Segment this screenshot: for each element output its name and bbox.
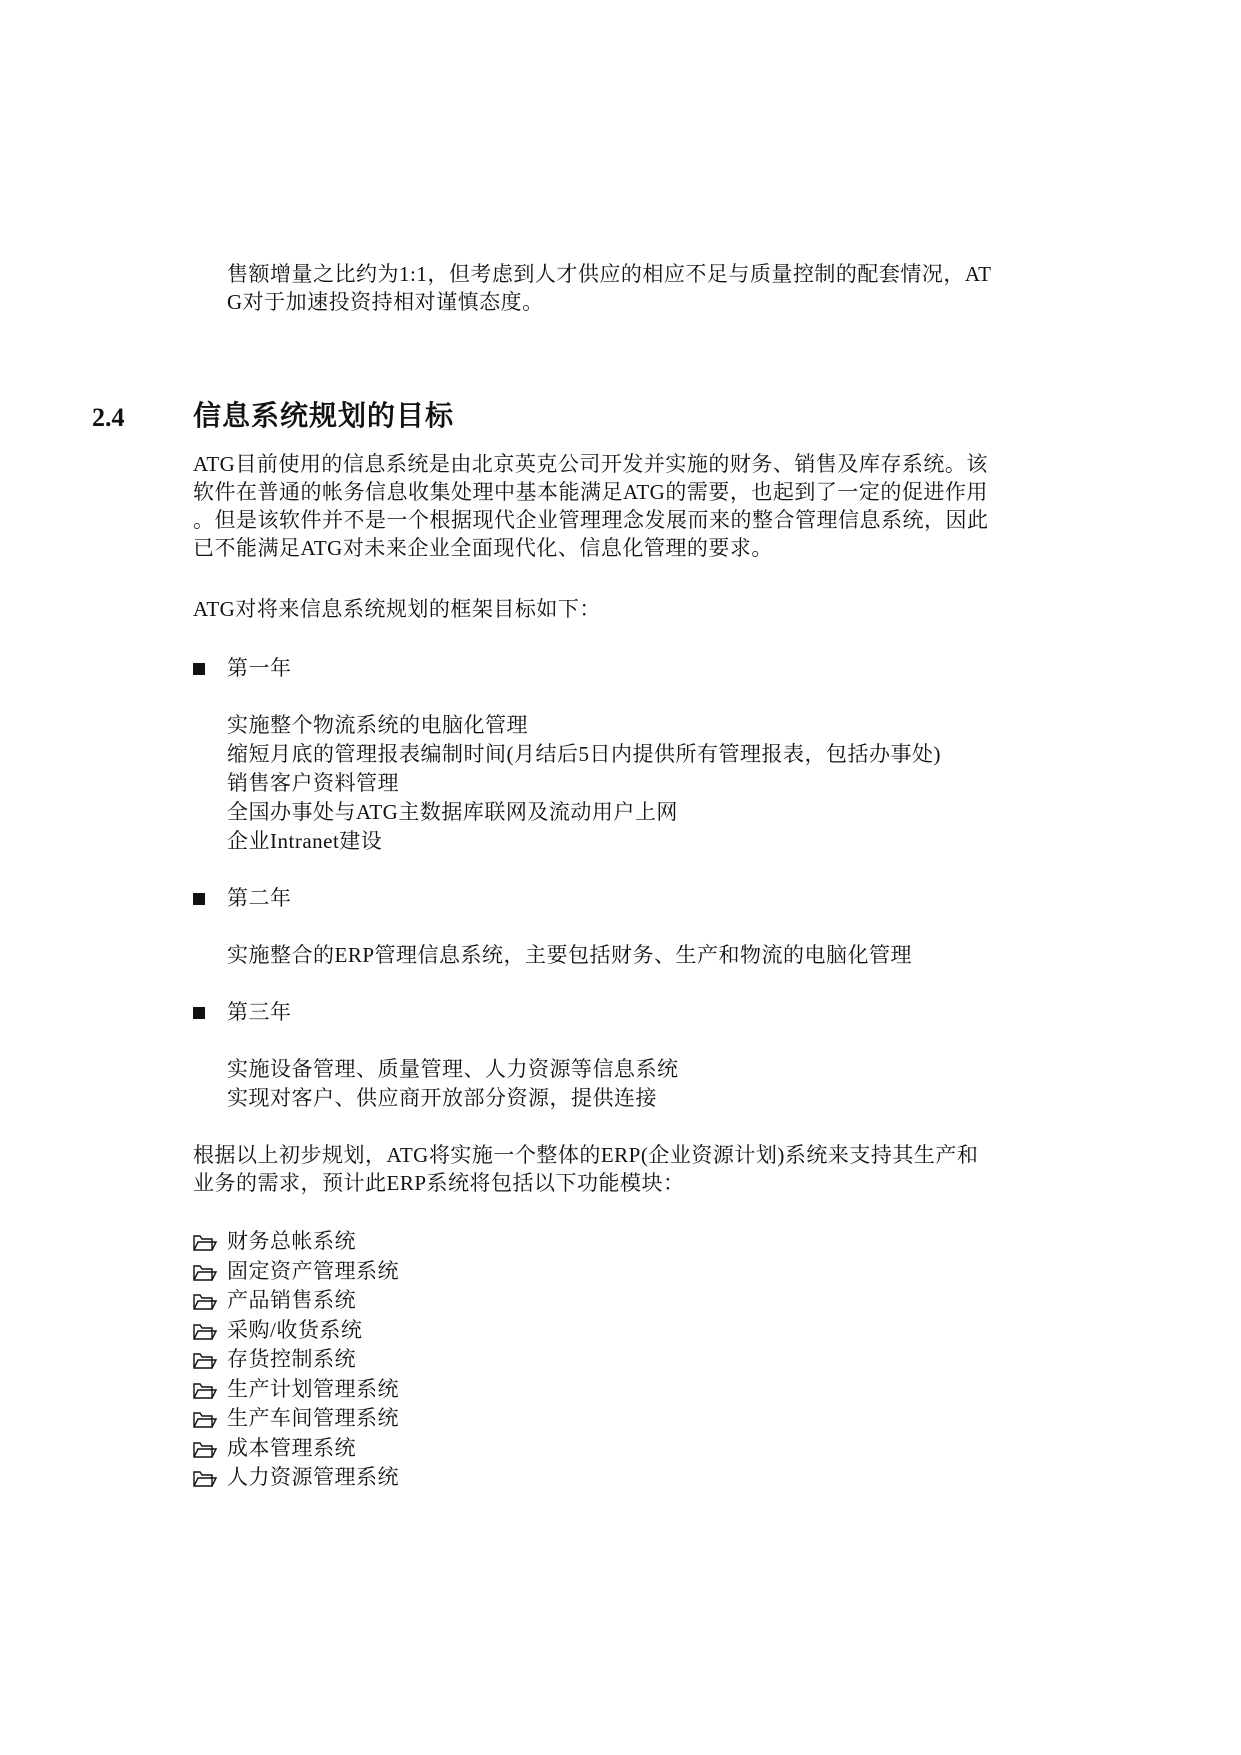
module-item: 采购/收货系统 bbox=[227, 1317, 363, 1342]
section-title: 信息系统规划的目标 bbox=[193, 401, 455, 432]
goal-item: 全国办事处与ATG主数据库联网及流动用户上网 bbox=[227, 800, 678, 824]
module-item: 生产车间管理系统 bbox=[227, 1406, 399, 1430]
goal-item: 销售客户资料管理 bbox=[227, 771, 399, 795]
module-item: 存货控制系统 bbox=[227, 1347, 356, 1371]
year-label: 第二年 bbox=[227, 886, 292, 910]
paragraph-line: 已不能满足ATG对未来企业全面现代化、信息化管理的要求。 bbox=[193, 536, 773, 560]
intro-line: 售额增量之比约为1:1，但考虑到人才供应的相应不足与质量控制的配套情况，AT bbox=[227, 262, 992, 286]
open-folder-icon bbox=[193, 1381, 217, 1399]
square-bullet-icon bbox=[193, 663, 205, 675]
paragraph-line: 业务的需求，预计此ERP系统将包括以下功能模块： bbox=[193, 1171, 685, 1195]
open-folder-icon bbox=[193, 1263, 217, 1281]
open-folder-icon bbox=[193, 1351, 217, 1369]
open-folder-icon bbox=[193, 1410, 217, 1428]
square-bullet-icon bbox=[193, 1007, 205, 1019]
module-item: 固定资产管理系统 bbox=[227, 1258, 399, 1283]
module-item: 生产计划管理系统 bbox=[227, 1376, 399, 1401]
goal-item: 实施设备管理、质量管理、人力资源等信息系统 bbox=[227, 1057, 679, 1081]
goal-item: 实现对客户、供应商开放部分资源，提供连接 bbox=[227, 1086, 657, 1110]
square-bullet-icon bbox=[193, 893, 205, 905]
module-item: 财务总帐系统 bbox=[227, 1229, 356, 1253]
goal-item: 缩短月底的管理报表编制时间(月结后5日内提供所有管理报表，包括办事处) bbox=[227, 742, 941, 766]
open-folder-icon bbox=[193, 1469, 217, 1487]
year-label: 第三年 bbox=[227, 1000, 292, 1024]
paragraph-line: 软件在普通的帐务信息收集处理中基本能满足ATG的需要，也起到了一定的促进作用 bbox=[193, 480, 988, 504]
open-folder-icon bbox=[193, 1233, 217, 1251]
module-item: 人力资源管理系统 bbox=[227, 1465, 399, 1489]
paragraph-line: ATG对将来信息系统规划的框架目标如下： bbox=[193, 597, 601, 621]
open-folder-icon bbox=[193, 1440, 217, 1458]
goal-item: 实施整合的ERP管理信息系统，主要包括财务、生产和物流的电脑化管理 bbox=[227, 943, 913, 967]
module-item: 产品销售系统 bbox=[227, 1288, 356, 1312]
intro-line: G对于加速投资持相对谨慎态度。 bbox=[227, 290, 544, 314]
goal-item: 企业Intranet建设 bbox=[227, 829, 383, 853]
open-folder-icon bbox=[193, 1292, 217, 1310]
goal-item: 实施整个物流系统的电脑化管理 bbox=[227, 713, 528, 737]
paragraph-line: 根据以上初步规划，ATG将实施一个整体的ERP(企业资源计划)系统来支持其生产和 bbox=[193, 1143, 979, 1167]
open-folder-icon bbox=[193, 1322, 217, 1340]
year-label: 第一年 bbox=[227, 656, 292, 680]
paragraph-line: ATG目前使用的信息系统是由北京英克公司开发并实施的财务、销售及库存系统。该 bbox=[193, 452, 988, 476]
module-item: 成本管理系统 bbox=[227, 1435, 356, 1460]
section-number: 2.4 bbox=[92, 403, 125, 432]
paragraph-line: 。但是该软件并不是一个根据现代企业管理理念发展而来的整合管理信息系统，因此 bbox=[193, 508, 989, 532]
